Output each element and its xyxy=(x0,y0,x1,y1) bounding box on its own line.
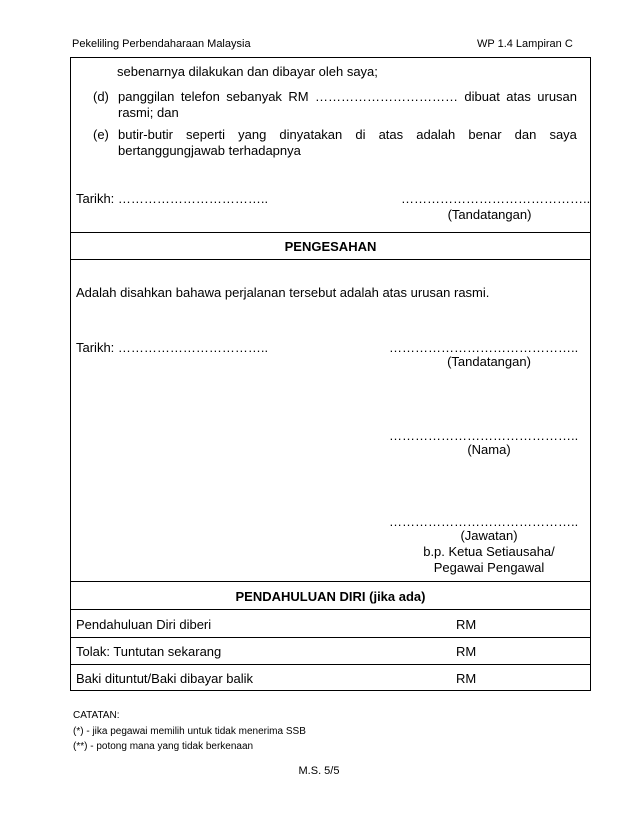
declaration-signature-caption: (Tandatangan) xyxy=(447,207,532,222)
note-item: (*) - jika pegawai memilih untuk tidak menerima SSB xyxy=(73,726,306,737)
pengesahan-statement: Adalah disahkan bahawa perjalanan tersebut adalah atas urusan rasmi. xyxy=(76,285,490,300)
document-header-left: Pekeliling Perbendaharaan Malaysia xyxy=(72,38,251,50)
pengesahan-position-caption: (Jawatan) xyxy=(460,528,518,543)
item-e-line2: bertanggungjawab terhadapnya xyxy=(118,143,301,158)
pengesahan-signature-caption: (Tandatangan) xyxy=(447,354,531,369)
item-d-line2: rasmi; dan xyxy=(118,105,179,120)
advance-row-label: Pendahuluan Diri diberi xyxy=(76,617,212,632)
declaration-continued-line: sebenarnya dilakukan dan dibayar oleh saya; xyxy=(117,64,378,79)
divider xyxy=(70,259,591,260)
note-item: (**) - potong mana yang tidak berkenaan xyxy=(73,741,254,752)
pengesahan-name-line: …………………………………….. xyxy=(389,428,579,443)
document-header-right: WP 1.4 Lampiran C xyxy=(477,38,573,50)
advance-row-label: Baki dituntut/Baki dibayar balik xyxy=(76,671,254,686)
pengesahan-signature-line: …………………………………….. xyxy=(389,340,579,355)
advance-row-currency: RM xyxy=(456,617,477,632)
item-e-marker: (e) xyxy=(93,127,109,142)
pengesahan-title: PENGESAHAN xyxy=(284,239,377,254)
divider xyxy=(70,232,591,233)
page-number: M.S. 5/5 xyxy=(298,765,340,777)
divider xyxy=(70,609,591,610)
advance-row-currency: RM xyxy=(456,671,477,686)
item-d-marker: (d) xyxy=(93,89,109,104)
pengesahan-behalf-line1: b.p. Ketua Setiausaha/ xyxy=(423,544,555,559)
pengesahan-name-caption: (Nama) xyxy=(467,442,511,457)
item-d-line1: panggilan telefon sebanyak RM …………………………… dibuat atas urusan xyxy=(118,89,578,104)
pengesahan-behalf-line2: Pegawai Pengawal xyxy=(433,560,545,575)
pengesahan-position-line: …………………………………….. xyxy=(389,514,579,529)
divider xyxy=(70,581,591,582)
divider xyxy=(70,664,591,665)
advance-title: PENDAHULUAN DIRI (jika ada) xyxy=(235,589,426,604)
notes-title: CATATAN: xyxy=(73,710,120,721)
declaration-date-field: Tarikh: …………………………….. xyxy=(76,191,269,206)
divider xyxy=(70,637,591,638)
item-e-line1: butir-butir seperti yang dinyatakan di atas adalah benar dan saya xyxy=(118,127,577,142)
advance-row-label: Tolak: Tuntutan sekarang xyxy=(76,644,222,659)
advance-row-currency: RM xyxy=(456,644,477,659)
declaration-signature-line: …………………………………….. xyxy=(401,191,591,206)
pengesahan-date-field: Tarikh: …………………………….. xyxy=(76,340,269,355)
